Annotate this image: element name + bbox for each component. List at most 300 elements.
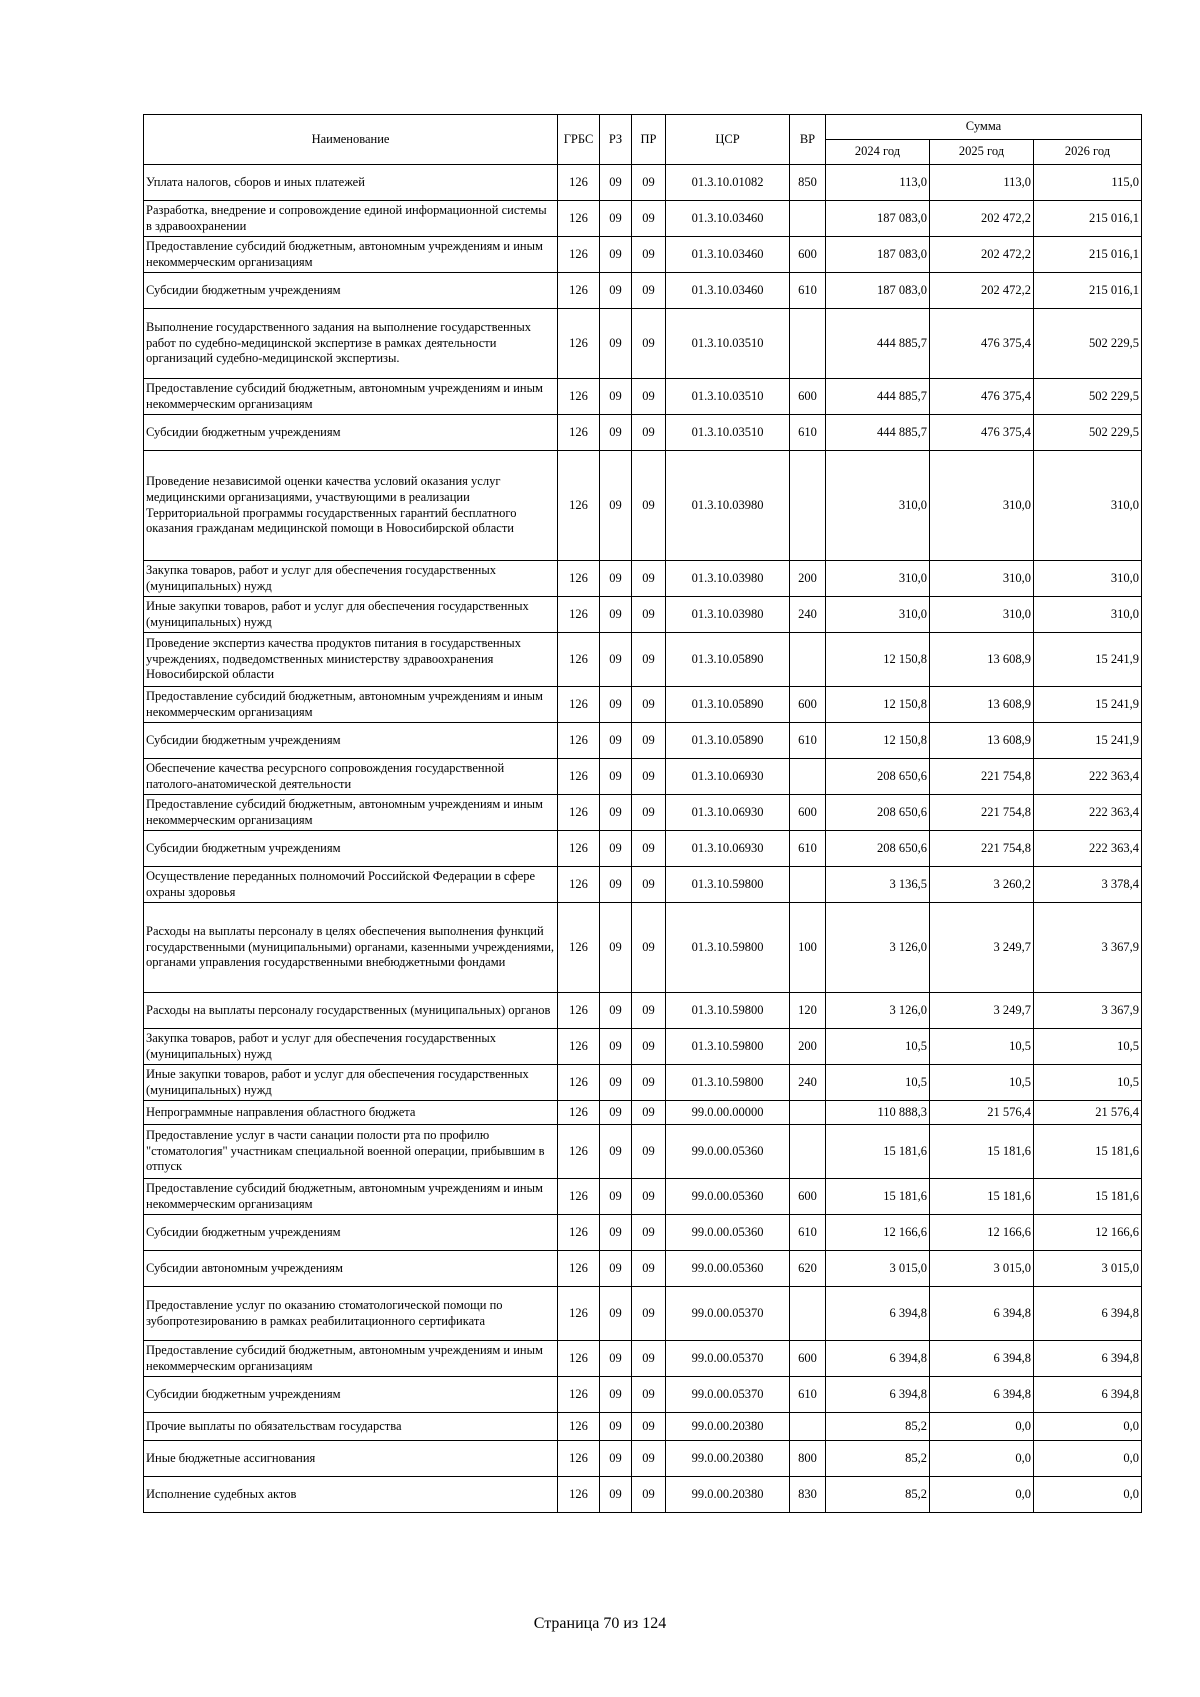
cell-y2025: 6 394,8 bbox=[930, 1341, 1034, 1377]
cell-pr: 09 bbox=[632, 903, 666, 993]
table-row bbox=[144, 1215, 1142, 1251]
cell-vr: 610 bbox=[790, 831, 826, 867]
cell-y2025: 10,5 bbox=[930, 1029, 1034, 1065]
cell-rz: 09 bbox=[600, 165, 632, 201]
cell-grbs: 126 bbox=[558, 561, 600, 597]
cell-rz: 09 bbox=[600, 1251, 632, 1287]
cell-vr: 850 bbox=[790, 165, 826, 201]
cell-pr: 09 bbox=[632, 237, 666, 273]
table-row bbox=[144, 597, 1142, 633]
cell-csr: 99.0.00.05370 bbox=[666, 1377, 790, 1413]
cell-rz: 09 bbox=[600, 379, 632, 415]
cell-grbs: 126 bbox=[558, 415, 600, 451]
cell-y2025: 310,0 bbox=[930, 561, 1034, 597]
cell-grbs: 126 bbox=[558, 201, 600, 237]
cell-rz: 09 bbox=[600, 1065, 632, 1101]
cell-pr: 09 bbox=[632, 1377, 666, 1413]
cell-name: Осуществление переданных полномочий Российской Федерации в сфере охраны здоровья bbox=[144, 867, 558, 903]
cell-pr: 09 bbox=[632, 1125, 666, 1179]
cell-name: Прочие выплаты по обязательствам государства bbox=[144, 1413, 558, 1441]
cell-name: Предоставление субсидий бюджетным, автономным учреждениям и иным некоммерческим организациям bbox=[144, 379, 558, 415]
cell-y2025: 15 181,6 bbox=[930, 1179, 1034, 1215]
cell-y2025: 221 754,8 bbox=[930, 759, 1034, 795]
cell-pr: 09 bbox=[632, 561, 666, 597]
cell-y2024: 12 150,8 bbox=[826, 633, 930, 687]
cell-grbs: 126 bbox=[558, 1413, 600, 1441]
cell-y2026: 0,0 bbox=[1034, 1441, 1142, 1477]
cell-y2025: 221 754,8 bbox=[930, 795, 1034, 831]
cell-y2024: 10,5 bbox=[826, 1065, 930, 1101]
cell-vr: 610 bbox=[790, 415, 826, 451]
cell-y2024: 3 136,5 bbox=[826, 867, 930, 903]
cell-grbs: 126 bbox=[558, 1477, 600, 1513]
cell-y2025: 0,0 bbox=[930, 1441, 1034, 1477]
cell-y2026: 15 181,6 bbox=[1034, 1125, 1142, 1179]
table-row bbox=[144, 451, 1142, 561]
table-row bbox=[144, 867, 1142, 903]
cell-vr: 240 bbox=[790, 597, 826, 633]
cell-rz: 09 bbox=[600, 993, 632, 1029]
cell-y2025: 3 249,7 bbox=[930, 993, 1034, 1029]
cell-csr: 01.3.10.06930 bbox=[666, 795, 790, 831]
cell-y2024: 85,2 bbox=[826, 1477, 930, 1513]
cell-y2026: 6 394,8 bbox=[1034, 1287, 1142, 1341]
cell-grbs: 126 bbox=[558, 1341, 600, 1377]
cell-grbs: 126 bbox=[558, 1215, 600, 1251]
cell-grbs: 126 bbox=[558, 379, 600, 415]
header-year-2025: 2025 год bbox=[930, 140, 1034, 165]
cell-rz: 09 bbox=[600, 1377, 632, 1413]
cell-pr: 09 bbox=[632, 993, 666, 1029]
cell-vr: 240 bbox=[790, 1065, 826, 1101]
cell-rz: 09 bbox=[600, 597, 632, 633]
cell-y2026: 3 015,0 bbox=[1034, 1251, 1142, 1287]
cell-name: Исполнение судебных актов bbox=[144, 1477, 558, 1513]
cell-grbs: 126 bbox=[558, 687, 600, 723]
cell-pr: 09 bbox=[632, 759, 666, 795]
cell-pr: 09 bbox=[632, 831, 666, 867]
cell-rz: 09 bbox=[600, 687, 632, 723]
cell-name: Субсидии бюджетным учреждениям bbox=[144, 1215, 558, 1251]
header-name: Наименование bbox=[144, 115, 558, 165]
cell-y2026: 10,5 bbox=[1034, 1029, 1142, 1065]
table-row bbox=[144, 1179, 1142, 1215]
cell-y2025: 476 375,4 bbox=[930, 415, 1034, 451]
cell-rz: 09 bbox=[600, 309, 632, 379]
cell-y2025: 113,0 bbox=[930, 165, 1034, 201]
cell-vr bbox=[790, 1413, 826, 1441]
cell-name: Субсидии бюджетным учреждениям bbox=[144, 1377, 558, 1413]
cell-rz: 09 bbox=[600, 1125, 632, 1179]
cell-name: Предоставление субсидий бюджетным, автономным учреждениям и иным некоммерческим организациям bbox=[144, 1341, 558, 1377]
cell-y2025: 310,0 bbox=[930, 451, 1034, 561]
cell-name: Субсидии бюджетным учреждениям bbox=[144, 415, 558, 451]
cell-csr: 01.3.10.59800 bbox=[666, 903, 790, 993]
cell-pr: 09 bbox=[632, 1251, 666, 1287]
cell-pr: 09 bbox=[632, 633, 666, 687]
cell-name: Расходы на выплаты персоналу в целях обеспечения выполнения функций государственными (муниципальными) органами, казенными учреждениями, органами управления государственными внебюджетными фондами bbox=[144, 903, 558, 993]
cell-rz: 09 bbox=[600, 1287, 632, 1341]
cell-vr: 600 bbox=[790, 379, 826, 415]
cell-y2024: 12 150,8 bbox=[826, 723, 930, 759]
cell-rz: 09 bbox=[600, 633, 632, 687]
cell-name: Иные закупки товаров, работ и услуг для обеспечения государственных (муниципальных) нужд bbox=[144, 1065, 558, 1101]
cell-y2026: 222 363,4 bbox=[1034, 795, 1142, 831]
cell-y2025: 6 394,8 bbox=[930, 1287, 1034, 1341]
cell-y2026: 3 378,4 bbox=[1034, 867, 1142, 903]
cell-y2025: 6 394,8 bbox=[930, 1377, 1034, 1413]
cell-csr: 99.0.00.20380 bbox=[666, 1413, 790, 1441]
cell-rz: 09 bbox=[600, 723, 632, 759]
cell-csr: 01.3.10.59800 bbox=[666, 1065, 790, 1101]
table-row bbox=[144, 1441, 1142, 1477]
cell-name: Иные бюджетные ассигнования bbox=[144, 1441, 558, 1477]
cell-pr: 09 bbox=[632, 1441, 666, 1477]
cell-rz: 09 bbox=[600, 903, 632, 993]
cell-vr: 200 bbox=[790, 1029, 826, 1065]
cell-pr: 09 bbox=[632, 687, 666, 723]
cell-pr: 09 bbox=[632, 1179, 666, 1215]
cell-vr bbox=[790, 867, 826, 903]
cell-y2026: 310,0 bbox=[1034, 451, 1142, 561]
table-row bbox=[144, 633, 1142, 687]
header-year-2026: 2026 год bbox=[1034, 140, 1142, 165]
table-row bbox=[144, 903, 1142, 993]
cell-y2024: 187 083,0 bbox=[826, 237, 930, 273]
cell-grbs: 126 bbox=[558, 451, 600, 561]
cell-rz: 09 bbox=[600, 561, 632, 597]
cell-vr: 120 bbox=[790, 993, 826, 1029]
cell-name: Субсидии бюджетным учреждениям bbox=[144, 273, 558, 309]
table-row bbox=[144, 1101, 1142, 1125]
cell-y2024: 85,2 bbox=[826, 1413, 930, 1441]
cell-rz: 09 bbox=[600, 415, 632, 451]
cell-rz: 09 bbox=[600, 201, 632, 237]
cell-y2026: 222 363,4 bbox=[1034, 759, 1142, 795]
cell-vr: 600 bbox=[790, 1341, 826, 1377]
cell-csr: 01.3.10.59800 bbox=[666, 1029, 790, 1065]
cell-y2024: 208 650,6 bbox=[826, 759, 930, 795]
cell-vr bbox=[790, 1287, 826, 1341]
cell-vr: 610 bbox=[790, 273, 826, 309]
cell-y2024: 310,0 bbox=[826, 597, 930, 633]
cell-csr: 99.0.00.05360 bbox=[666, 1125, 790, 1179]
cell-pr: 09 bbox=[632, 1029, 666, 1065]
cell-y2024: 310,0 bbox=[826, 451, 930, 561]
cell-csr: 01.3.10.03980 bbox=[666, 561, 790, 597]
cell-csr: 01.3.10.03510 bbox=[666, 309, 790, 379]
cell-y2025: 310,0 bbox=[930, 597, 1034, 633]
table-row bbox=[144, 561, 1142, 597]
cell-y2026: 502 229,5 bbox=[1034, 309, 1142, 379]
cell-grbs: 126 bbox=[558, 1101, 600, 1125]
cell-grbs: 126 bbox=[558, 831, 600, 867]
table-row bbox=[144, 273, 1142, 309]
cell-vr: 200 bbox=[790, 561, 826, 597]
cell-pr: 09 bbox=[632, 415, 666, 451]
cell-rz: 09 bbox=[600, 1341, 632, 1377]
table-row bbox=[144, 237, 1142, 273]
cell-y2025: 12 166,6 bbox=[930, 1215, 1034, 1251]
cell-csr: 01.3.10.03460 bbox=[666, 237, 790, 273]
cell-y2026: 310,0 bbox=[1034, 597, 1142, 633]
cell-grbs: 126 bbox=[558, 309, 600, 379]
cell-csr: 01.3.10.03980 bbox=[666, 597, 790, 633]
cell-y2026: 15 241,9 bbox=[1034, 633, 1142, 687]
cell-name: Обеспечение качества ресурсного сопровождения государственной патолого-анатомической деятельности bbox=[144, 759, 558, 795]
cell-csr: 99.0.00.20380 bbox=[666, 1441, 790, 1477]
cell-grbs: 126 bbox=[558, 237, 600, 273]
cell-csr: 01.3.10.03510 bbox=[666, 379, 790, 415]
cell-y2025: 0,0 bbox=[930, 1413, 1034, 1441]
page-number: Страница 70 из 124 bbox=[533, 1615, 667, 1632]
table-row bbox=[144, 1029, 1142, 1065]
cell-y2025: 13 608,9 bbox=[930, 633, 1034, 687]
cell-rz: 09 bbox=[600, 1029, 632, 1065]
cell-pr: 09 bbox=[632, 723, 666, 759]
cell-grbs: 126 bbox=[558, 1065, 600, 1101]
cell-grbs: 126 bbox=[558, 1441, 600, 1477]
cell-csr: 01.3.10.03460 bbox=[666, 273, 790, 309]
cell-y2026: 0,0 bbox=[1034, 1477, 1142, 1513]
cell-grbs: 126 bbox=[558, 165, 600, 201]
cell-csr: 01.3.10.59800 bbox=[666, 993, 790, 1029]
cell-vr: 800 bbox=[790, 1441, 826, 1477]
cell-rz: 09 bbox=[600, 1441, 632, 1477]
cell-csr: 01.3.10.03460 bbox=[666, 201, 790, 237]
cell-vr bbox=[790, 633, 826, 687]
cell-pr: 09 bbox=[632, 379, 666, 415]
cell-grbs: 126 bbox=[558, 723, 600, 759]
cell-grbs: 126 bbox=[558, 993, 600, 1029]
header-pr: ПР bbox=[632, 115, 666, 165]
cell-name: Предоставление субсидий бюджетным, автономным учреждениям и иным некоммерческим организациям bbox=[144, 795, 558, 831]
cell-vr bbox=[790, 309, 826, 379]
cell-name: Иные закупки товаров, работ и услуг для обеспечения государственных (муниципальных) нужд bbox=[144, 597, 558, 633]
cell-y2026: 6 394,8 bbox=[1034, 1377, 1142, 1413]
cell-y2024: 85,2 bbox=[826, 1441, 930, 1477]
cell-y2024: 3 126,0 bbox=[826, 903, 930, 993]
table-row bbox=[144, 1065, 1142, 1101]
cell-y2025: 3 260,2 bbox=[930, 867, 1034, 903]
table-row bbox=[144, 1287, 1142, 1341]
table-row bbox=[144, 1413, 1142, 1441]
cell-y2024: 444 885,7 bbox=[826, 415, 930, 451]
table-body bbox=[144, 165, 1142, 1513]
cell-vr: 620 bbox=[790, 1251, 826, 1287]
cell-y2024: 310,0 bbox=[826, 561, 930, 597]
cell-pr: 09 bbox=[632, 165, 666, 201]
cell-csr: 01.3.10.03510 bbox=[666, 415, 790, 451]
table-row bbox=[144, 723, 1142, 759]
cell-csr: 01.3.10.06930 bbox=[666, 831, 790, 867]
cell-name: Предоставление субсидий бюджетным, автономным учреждениям и иным некоммерческим организациям bbox=[144, 237, 558, 273]
cell-grbs: 126 bbox=[558, 273, 600, 309]
cell-y2024: 187 083,0 bbox=[826, 201, 930, 237]
cell-grbs: 126 bbox=[558, 597, 600, 633]
cell-y2024: 208 650,6 bbox=[826, 831, 930, 867]
cell-y2025: 10,5 bbox=[930, 1065, 1034, 1101]
cell-csr: 01.3.10.59800 bbox=[666, 867, 790, 903]
cell-rz: 09 bbox=[600, 1215, 632, 1251]
cell-csr: 99.0.00.05360 bbox=[666, 1251, 790, 1287]
cell-y2026: 6 394,8 bbox=[1034, 1341, 1142, 1377]
table-row bbox=[144, 309, 1142, 379]
cell-name: Субсидии бюджетным учреждениям bbox=[144, 723, 558, 759]
header-csr: ЦСР bbox=[666, 115, 790, 165]
cell-name: Закупка товаров, работ и услуг для обеспечения государственных (муниципальных) нужд bbox=[144, 561, 558, 597]
table-row bbox=[144, 1125, 1142, 1179]
table-row bbox=[144, 201, 1142, 237]
cell-vr: 600 bbox=[790, 687, 826, 723]
cell-y2024: 113,0 bbox=[826, 165, 930, 201]
cell-grbs: 126 bbox=[558, 1251, 600, 1287]
cell-name: Предоставление субсидий бюджетным, автономным учреждениям и иным некоммерческим организациям bbox=[144, 687, 558, 723]
cell-y2026: 10,5 bbox=[1034, 1065, 1142, 1101]
cell-y2026: 21 576,4 bbox=[1034, 1101, 1142, 1125]
cell-rz: 09 bbox=[600, 759, 632, 795]
header-sum: Сумма bbox=[826, 115, 1142, 140]
cell-vr: 610 bbox=[790, 1377, 826, 1413]
cell-pr: 09 bbox=[632, 795, 666, 831]
cell-name: Субсидии автономным учреждениям bbox=[144, 1251, 558, 1287]
cell-rz: 09 bbox=[600, 237, 632, 273]
cell-y2026: 15 181,6 bbox=[1034, 1179, 1142, 1215]
cell-y2024: 3 015,0 bbox=[826, 1251, 930, 1287]
cell-y2026: 215 016,1 bbox=[1034, 201, 1142, 237]
cell-grbs: 126 bbox=[558, 1377, 600, 1413]
cell-csr: 01.3.10.05890 bbox=[666, 633, 790, 687]
table-row bbox=[144, 415, 1142, 451]
cell-rz: 09 bbox=[600, 451, 632, 561]
cell-rz: 09 bbox=[600, 867, 632, 903]
cell-y2024: 110 888,3 bbox=[826, 1101, 930, 1125]
header-grbs: ГРБС bbox=[558, 115, 600, 165]
cell-rz: 09 bbox=[600, 795, 632, 831]
cell-y2025: 3 249,7 bbox=[930, 903, 1034, 993]
cell-pr: 09 bbox=[632, 273, 666, 309]
cell-csr: 99.0.00.05360 bbox=[666, 1215, 790, 1251]
cell-y2025: 202 472,2 bbox=[930, 237, 1034, 273]
cell-csr: 01.3.10.05890 bbox=[666, 723, 790, 759]
cell-csr: 99.0.00.05370 bbox=[666, 1341, 790, 1377]
cell-name: Проведение независимой оценки качества условий оказания услуг медицинскими организациями, участвующими в реализации Территориальной программы государственных гарантий бесплатного оказания гражданам медицинской помощи в Новосибирской области bbox=[144, 451, 558, 561]
cell-vr: 600 bbox=[790, 237, 826, 273]
cell-grbs: 126 bbox=[558, 759, 600, 795]
cell-rz: 09 bbox=[600, 831, 632, 867]
cell-y2025: 202 472,2 bbox=[930, 201, 1034, 237]
cell-pr: 09 bbox=[632, 597, 666, 633]
header-rz: РЗ bbox=[600, 115, 632, 165]
cell-csr: 01.3.10.03980 bbox=[666, 451, 790, 561]
cell-y2026: 3 367,9 bbox=[1034, 993, 1142, 1029]
cell-grbs: 126 bbox=[558, 795, 600, 831]
cell-csr: 99.0.00.05370 bbox=[666, 1287, 790, 1341]
cell-rz: 09 bbox=[600, 1477, 632, 1513]
cell-y2025: 0,0 bbox=[930, 1477, 1034, 1513]
cell-grbs: 126 bbox=[558, 1125, 600, 1179]
cell-y2024: 187 083,0 bbox=[826, 273, 930, 309]
table-row bbox=[144, 993, 1142, 1029]
cell-vr: 600 bbox=[790, 795, 826, 831]
table-row bbox=[144, 759, 1142, 795]
cell-vr bbox=[790, 1125, 826, 1179]
table-row bbox=[144, 795, 1142, 831]
cell-y2025: 13 608,9 bbox=[930, 723, 1034, 759]
cell-y2024: 12 150,8 bbox=[826, 687, 930, 723]
cell-y2026: 12 166,6 bbox=[1034, 1215, 1142, 1251]
table-row bbox=[144, 1477, 1142, 1513]
cell-y2025: 202 472,2 bbox=[930, 273, 1034, 309]
cell-y2026: 502 229,5 bbox=[1034, 415, 1142, 451]
cell-vr bbox=[790, 451, 826, 561]
cell-grbs: 126 bbox=[558, 1287, 600, 1341]
cell-pr: 09 bbox=[632, 201, 666, 237]
cell-vr: 610 bbox=[790, 723, 826, 759]
cell-pr: 09 bbox=[632, 1413, 666, 1441]
cell-grbs: 126 bbox=[558, 903, 600, 993]
header-vr: ВР bbox=[790, 115, 826, 165]
cell-y2025: 13 608,9 bbox=[930, 687, 1034, 723]
cell-vr: 830 bbox=[790, 1477, 826, 1513]
cell-y2026: 15 241,9 bbox=[1034, 687, 1142, 723]
cell-name: Закупка товаров, работ и услуг для обеспечения государственных (муниципальных) нужд bbox=[144, 1029, 558, 1065]
cell-pr: 09 bbox=[632, 1477, 666, 1513]
table-row bbox=[144, 165, 1142, 201]
budget-table bbox=[143, 114, 1142, 1513]
cell-name: Предоставление субсидий бюджетным, автономным учреждениям и иным некоммерческим организациям bbox=[144, 1179, 558, 1215]
cell-grbs: 126 bbox=[558, 867, 600, 903]
cell-y2026: 310,0 bbox=[1034, 561, 1142, 597]
cell-y2024: 208 650,6 bbox=[826, 795, 930, 831]
cell-y2026: 215 016,1 bbox=[1034, 273, 1142, 309]
cell-csr: 01.3.10.06930 bbox=[666, 759, 790, 795]
cell-rz: 09 bbox=[600, 1413, 632, 1441]
cell-name: Расходы на выплаты персоналу государственных (муниципальных) органов bbox=[144, 993, 558, 1029]
cell-pr: 09 bbox=[632, 309, 666, 379]
table-row bbox=[144, 1377, 1142, 1413]
cell-y2025: 3 015,0 bbox=[930, 1251, 1034, 1287]
table-row bbox=[144, 379, 1142, 415]
cell-name: Проведение экспертиз качества продуктов питания в государственных учреждениях, подведомственных министерству здравоохранения Новосибирской области bbox=[144, 633, 558, 687]
cell-y2026: 222 363,4 bbox=[1034, 831, 1142, 867]
cell-y2025: 476 375,4 bbox=[930, 379, 1034, 415]
cell-y2024: 15 181,6 bbox=[826, 1179, 930, 1215]
cell-pr: 09 bbox=[632, 1101, 666, 1125]
cell-y2024: 6 394,8 bbox=[826, 1377, 930, 1413]
cell-pr: 09 bbox=[632, 1215, 666, 1251]
cell-csr: 99.0.00.00000 bbox=[666, 1101, 790, 1125]
cell-csr: 01.3.10.05890 bbox=[666, 687, 790, 723]
cell-rz: 09 bbox=[600, 273, 632, 309]
cell-name: Разработка, внедрение и сопровождение единой информационной системы в здравоохранении bbox=[144, 201, 558, 237]
table-row bbox=[144, 831, 1142, 867]
table-row bbox=[144, 687, 1142, 723]
cell-y2026: 115,0 bbox=[1034, 165, 1142, 201]
cell-pr: 09 bbox=[632, 867, 666, 903]
cell-vr bbox=[790, 759, 826, 795]
cell-csr: 01.3.10.01082 bbox=[666, 165, 790, 201]
table-row bbox=[144, 1251, 1142, 1287]
cell-pr: 09 bbox=[632, 1287, 666, 1341]
cell-grbs: 126 bbox=[558, 1029, 600, 1065]
cell-y2026: 0,0 bbox=[1034, 1413, 1142, 1441]
cell-name: Выполнение государственного задания на выполнение государственных работ по судебно-медицинской экспертизе в рамках деятельности организаций судебно-медицинской экспертизы. bbox=[144, 309, 558, 379]
cell-name: Субсидии бюджетным учреждениям bbox=[144, 831, 558, 867]
cell-name: Предоставление услуг по оказанию стоматологической помощи по зубопротезированию в рамках реабилитационного сертификата bbox=[144, 1287, 558, 1341]
cell-y2024: 15 181,6 bbox=[826, 1125, 930, 1179]
cell-vr bbox=[790, 1101, 826, 1125]
